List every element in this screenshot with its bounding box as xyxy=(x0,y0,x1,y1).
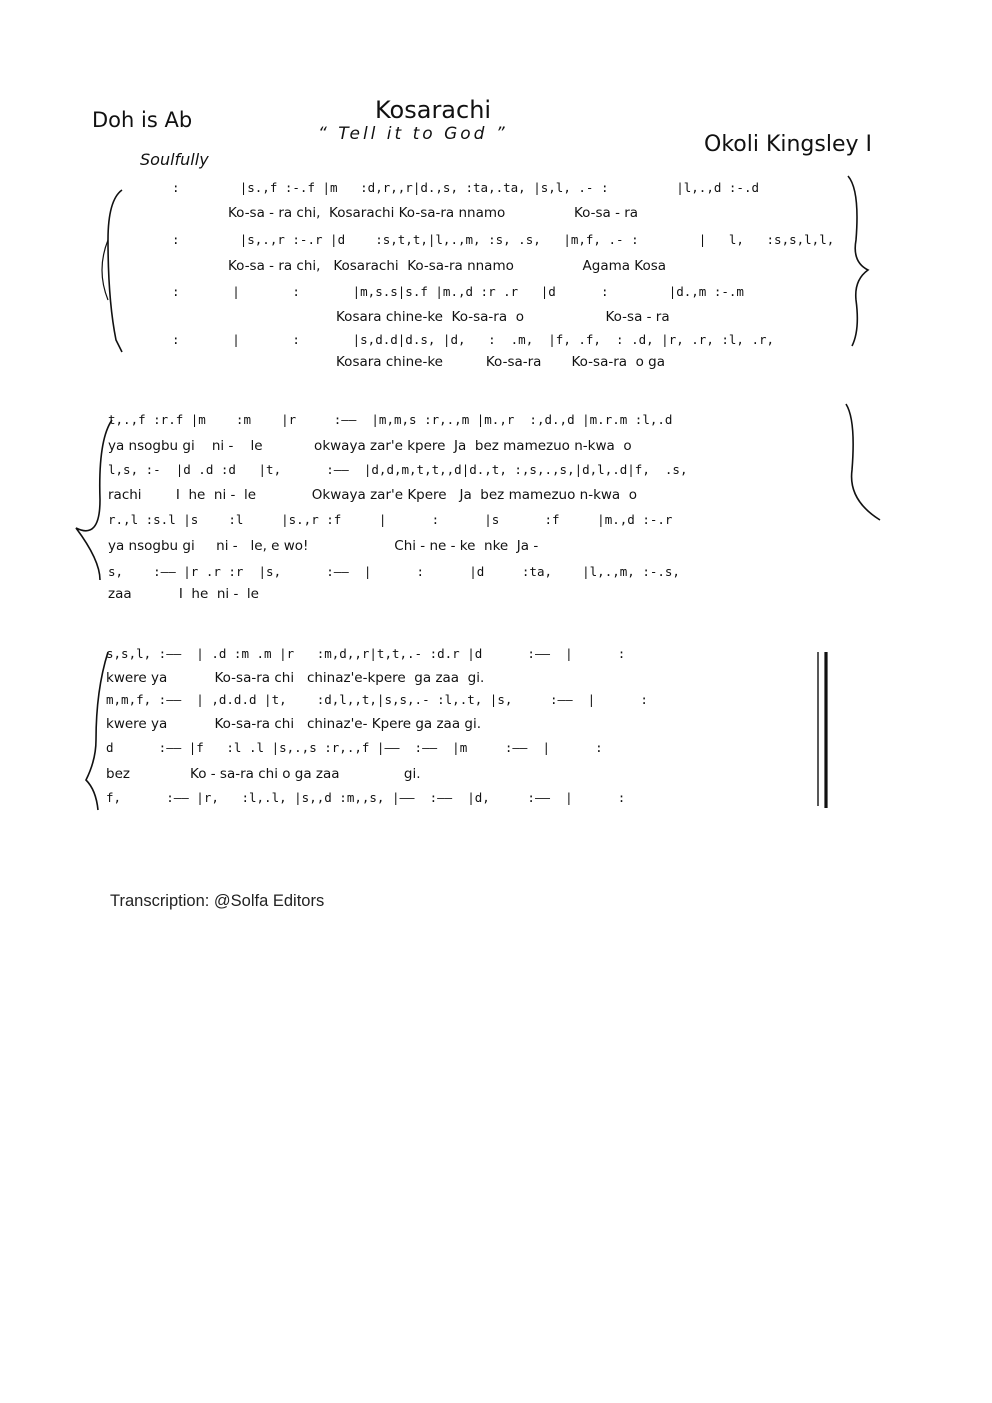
system-1-right-bracket xyxy=(848,176,868,346)
system-2-right-bracket xyxy=(846,404,880,520)
alto-lyrics: rachi I he ni - le Okwaya zar'e Kpere Ja bez mamezuo n-kwa o xyxy=(108,487,638,503)
tenor-lyrics: bez Ko - sa-ra chi o ga zaa gi. xyxy=(106,766,421,782)
system-3-left-bracket xyxy=(86,652,108,810)
soprano-lyrics: ya nsogbu gi ni - le okwaya zar'e kpere Ja bez mamezuo n-kwa o xyxy=(108,438,632,454)
transcription-credit: Transcription: @Solfa Editors xyxy=(110,892,325,910)
alto-notes: : |s,.,r :-.r |d :s,t,t,|l,.,m, :s, .s, |m,f, .- : | l, :s,s,l,l, xyxy=(172,232,835,247)
soprano-notes: : |s.,f :-.f |m :d,r,,r|d.,s, :ta,.ta, |s,l, .- : |l,.,d :-.d xyxy=(172,180,759,195)
bass-notes: : | : |s,d.d|d.s, |d, : .m, |f, .f, : .d, |r, .r, :l, .r, xyxy=(172,332,775,347)
expression-mark: Soulfully xyxy=(140,150,209,169)
soprano-notes: t,.,f :r.f |m :m |r :—— |m,m,s :r,.,m |m.,r :,d.,d |m.r.m :l,.d xyxy=(108,412,673,427)
system-2-left-bracket xyxy=(76,420,112,580)
tenor-notes: d :—— |f :l .l |s,.,s :r,.,f |—— :—— |m :—— | : xyxy=(106,740,603,755)
alto-lyrics: Ko-sa - ra chi, Kosarachi Ko-sa-ra nnamo Agama Kosa xyxy=(228,258,667,274)
bass-lyrics: Kosara chine-ke Ko-sa-ra Ko-sa-ra o ga xyxy=(336,354,666,370)
tenor-notes: r.,l :s.l |s :l |s.,r :f | : |s :f |m.,d :-.r xyxy=(108,512,673,527)
key-signature: Doh is Ab xyxy=(92,108,193,132)
tenor-lyrics: ya nsogbu gi ni - le, e wo! Chi - ne - ke nke Ja - xyxy=(108,538,539,554)
soprano-lyrics: Ko-sa - ra chi, Kosarachi Ko-sa-ra nnamo Ko-sa - ra xyxy=(228,205,639,221)
bass-notes: s, :—— |r .r :r |s, :—— | : |d :ta, |l,.,m, :-.s, xyxy=(108,564,680,579)
tenor-lyrics: Kosara chine-ke Ko-sa-ra o Ko-sa - ra xyxy=(336,309,670,325)
composer-name: Okoli Kingsley I xyxy=(704,132,873,157)
alto-notes: l,s, :- |d .d :d |t, :—— |d,d,m,t,t,,d|d.,t, :,s,.,s,|d,l,.d|f, .s, xyxy=(108,462,688,477)
soprano-lyrics: kwere ya Ko-sa-ra chi chinaz'e-kpere ga zaa gi. xyxy=(106,670,485,686)
alto-notes: m,m,f, :—— | ,d.d.d |t, :d,l,,t,|s,s,.- :l,.t, |s, :—— | : xyxy=(106,692,648,707)
bass-lyrics: zaa I he ni - le xyxy=(108,586,259,602)
system-1-left-bracket xyxy=(108,190,122,352)
song-subtitle: “ Tell it to God ” xyxy=(318,124,508,144)
alto-lyrics: kwere ya Ko-sa-ra chi chinaz'e- Kpere ga zaa gi. xyxy=(106,716,482,732)
bass-notes: f, :—— |r, :l,.l, |s,,d :m,,s, |—— :—— |d, :—— | : xyxy=(106,790,626,805)
tenor-notes: : | : |m,s.s|s.f |m.,d :r .r |d : |d.,m :-.m xyxy=(172,284,744,299)
song-title: Kosarachi xyxy=(375,96,492,124)
soprano-notes: s,s,l, :—— | .d :m .m |r :m,d,,r|t,t,.- :d.r |d :—— | : xyxy=(106,646,626,661)
